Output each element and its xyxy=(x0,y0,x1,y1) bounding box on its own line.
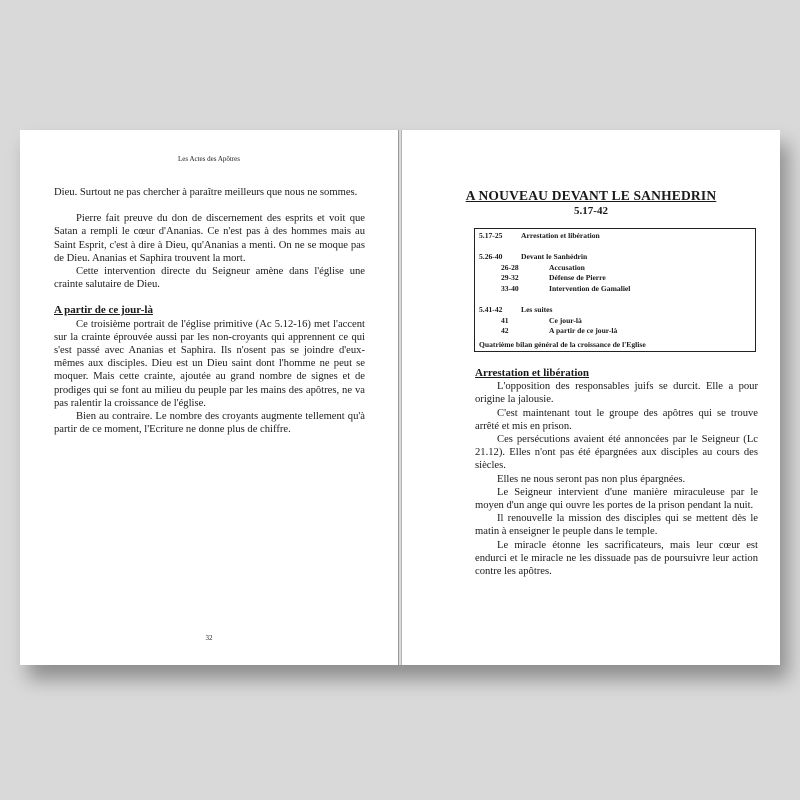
outline-row xyxy=(479,326,749,337)
paragraph: Elles ne nous seront pas non plus épargnées. xyxy=(497,473,686,485)
outline-reference: 29-32 xyxy=(501,273,519,283)
outline-reference: 5.17-25 xyxy=(479,231,503,240)
running-head: Les Actes des Apôtres xyxy=(177,155,240,163)
chapter-reference: 5.17-42 xyxy=(574,205,608,217)
outline-label: Arrestation et libération xyxy=(521,231,600,240)
outline-row xyxy=(479,273,749,284)
outline-reference: 5.26-40 xyxy=(479,252,503,262)
outline-label: Accusation xyxy=(549,262,585,272)
outline-row xyxy=(479,316,749,327)
right-body-text xyxy=(475,367,758,578)
outline-reference: 26-28 xyxy=(501,262,519,272)
paragraph: C'est maintenant tout le groupe des apôtres qui se trouve arrêté et mis en prison. xyxy=(475,407,758,432)
outline-reference: 5.41-42 xyxy=(479,305,503,315)
paragraph: L'opposition des responsables juifs se durcit. Elle a pour origine la jalousie. xyxy=(475,381,758,406)
section-heading: Arrestation et libération xyxy=(475,367,590,379)
paragraph: Ce troisième portrait de l'église primitive (Ac 5.12-16) met l'accent sur la crainte éprouvée aussi par les non-croyants qui apprennent ce qui s'est passé avec Ananias et Saphira. Ils n'osent pas se joindre d'eux-mêmes aux disciples. Dieu est un Dieu saint dont l'homme ne peut se moquer. Mais cette crainte, ajoutée au grand nombre de signes et de prodiges qui se font au milieu du peuple par les mains des apôtres, ne va pas ralentir la croissance de l'église. xyxy=(54,318,365,409)
outline-label: Ce jour-là xyxy=(549,315,582,325)
paragraph: Cette intervention directe du Seigneur amène dans l'église une crainte salutaire de Dieu. xyxy=(54,266,365,291)
chapter-title: A NOUVEAU DEVANT LE SANHEDRIN xyxy=(465,188,717,203)
outline-row xyxy=(479,231,749,242)
paragraph: Dieu. Surtout ne pas chercher à paraître meilleurs que nous ne sommes. xyxy=(54,187,358,198)
outline-row xyxy=(479,305,749,316)
outline-label: Devant le Sanhédrin xyxy=(521,252,588,262)
outline-row xyxy=(479,263,749,274)
paragraph: Pierre fait preuve du don de discernement des esprits et voit que Satan a rempli le cœur d'Ananias. Ce n'est pas à des hommes mais au Saint Esprit, c'est à dire à Dieu, qu'Ananias a menti. On ne se moque pas de Dieu. Ananias et Saphira trouvent la mort. xyxy=(54,213,365,264)
outline-summary: Quatrième bilan général de la croissance de l'Eglise xyxy=(479,340,646,349)
paragraph: Il renouvelle la mission des disciples qui se mettent dès le matin à enseigner le peuple dans le temple. xyxy=(475,513,758,538)
section-heading: A partir de ce jour-là xyxy=(54,304,153,317)
book-spread xyxy=(20,130,780,665)
left-page xyxy=(20,130,399,665)
outline-label: A partir de ce jour-là xyxy=(549,326,618,336)
outline-row xyxy=(479,295,749,306)
paragraph: Bien au contraire. Le nombre des croyants augmente tellement qu'à partir de ce moment, l'Ecriture ne donne plus de chiffre. xyxy=(54,411,365,436)
outline-row xyxy=(479,252,749,263)
outline-reference: 33-40 xyxy=(501,283,519,293)
paragraph: Le miracle étonne les sacrificateurs, mais leur cœur est endurci et le miracle ne les dissuade pas de poursuivre leur action contre les apôtres. xyxy=(475,539,758,578)
outline-label: Les suites xyxy=(521,305,553,315)
paragraph: Le Seigneur intervient d'une manière miraculeuse par le moyen d'un ange qui ouvre les portes de la prison pendant la nuit. xyxy=(475,486,758,512)
outline-label: Intervention de Gamaliel xyxy=(549,283,631,293)
right-page xyxy=(401,130,780,665)
left-body-text xyxy=(54,186,365,436)
outline-reference: 42 xyxy=(501,326,509,336)
outline-label: Défense de Pierre xyxy=(549,273,606,283)
outline-reference: 41 xyxy=(501,315,509,325)
outline-row xyxy=(479,242,749,253)
page-number: 32 xyxy=(205,634,213,642)
outline-row xyxy=(479,284,749,295)
paragraph: Ces persécutions avaient été annoncées par le Seigneur (Lc 21.12). Elles n'ont pas été épargnées aux disciples au cours des siècles. xyxy=(475,434,758,472)
outline-box xyxy=(474,228,756,352)
